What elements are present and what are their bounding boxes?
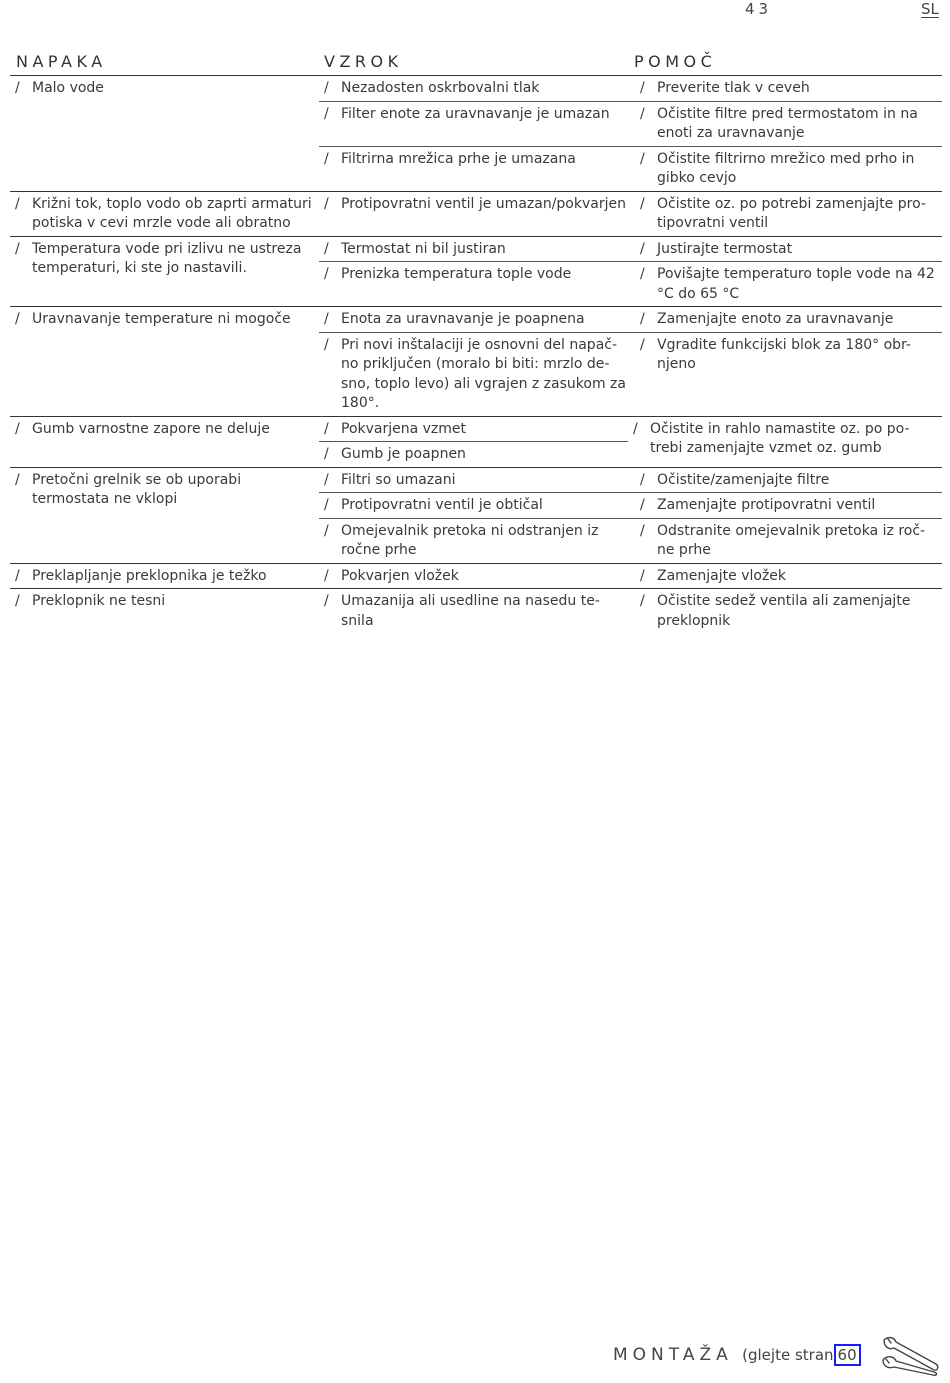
- troubleshooting-table: [10, 51, 942, 633]
- cause-cell: / Filtrirna mrežica prhe je umazana: [319, 147, 635, 191]
- remedy-cell: / Očistite filtrirno mrežico med prho in gibko cevjo: [635, 147, 942, 191]
- cause-cell: / Umazanija ali usedline na nasedu te-snila: [319, 589, 635, 633]
- remedy-cell: / Zamenjajte vložek: [635, 564, 942, 589]
- cause-cell: / Protipovratni ventil je umazan/pokvarjen: [319, 192, 635, 236]
- cause-cell: / Enota za uravnavanje je poapnena: [319, 307, 635, 332]
- fault-cell: / Malo vode: [10, 76, 319, 101]
- remedy-cell: / Zamenjajte enoto za uravnavanje: [635, 307, 942, 332]
- table-row: [10, 468, 942, 564]
- tools-icon: [880, 1334, 940, 1376]
- cause-cell: / Omejevalnik pretoka ni odstranjen iz ročne prhe: [319, 519, 635, 563]
- cause-cell: / Pokvarjen vložek: [319, 564, 635, 589]
- fault-cell: / Temperatura vode pri izlivu ne ustreza temperaturi, ki ste jo nastavili.: [10, 237, 319, 281]
- cause-cell: / Nezadosten oskrbovalni tlak: [319, 76, 635, 101]
- page-reference-link[interactable]: 60: [834, 1344, 861, 1366]
- cause-cell: / Prenizka temperatura tople vode: [319, 262, 635, 306]
- cause-cell: / Termostat ni bil justiran: [319, 237, 635, 262]
- remedy-cell: / Justirajte termostat: [635, 237, 942, 262]
- language-code: SL: [921, 0, 939, 18]
- cause-cell: / Gumb je poapnen: [319, 442, 638, 467]
- fault-cell: / Preklapljanje preklopnika je težko: [10, 564, 319, 589]
- table-row: [10, 192, 942, 237]
- fault-cell: / Uravnavanje temperature ni mogoče: [10, 307, 319, 332]
- fault-cell: / Pretočni grelnik se ob uporabi termostata ne vklopi: [10, 468, 319, 512]
- remedy-cell: / Očistite sedež ventila ali zamenjajte preklopnik: [635, 589, 942, 633]
- remedy-cell: / Očistite oz. po potrebi zamenjajte pro-tipovratni ventil: [635, 192, 942, 236]
- cause-cell: / Protipovratni ventil je obtičal: [319, 493, 635, 518]
- remedy-cell: / Očistite in rahlo namastite oz. po po-trebi zamenjajte vzmet oz. gumb: [628, 417, 938, 467]
- fault-cell: / Križni tok, toplo vodo ob zaprti armaturi potiska v cevi mrzle vode ali obratno: [10, 192, 319, 236]
- column-header-remedy: POMOČ: [634, 52, 717, 71]
- column-header-cause: VZROK: [324, 52, 403, 71]
- table-header: [10, 51, 942, 76]
- cause-cell: / Filtri so umazani: [319, 468, 635, 493]
- fault-cell: / Gumb varnostne zapore ne deluje: [10, 417, 319, 442]
- column-header-fault: NAPAKA: [16, 52, 107, 71]
- remedy-cell: / Preverite tlak v ceveh: [635, 76, 942, 101]
- table-row: [10, 564, 942, 590]
- table-row: [10, 589, 942, 633]
- cause-cell: / Pokvarjena vzmet: [319, 417, 638, 442]
- remedy-cell: / Očistite/zamenjajte filtre: [635, 468, 942, 493]
- table-row: [10, 417, 942, 468]
- footer-label: MONTAŽA: [613, 1345, 733, 1365]
- fault-cell: / Preklopnik ne tesni: [10, 589, 319, 614]
- footer-reference: [613, 1344, 861, 1366]
- remedy-cell: / Povišajte temperaturo tople vode na 42 °C do 65 °C: [635, 262, 942, 306]
- remedy-cell: / Očistite filtre pred termostatom in na enoti za uravnavanje: [635, 102, 942, 146]
- remedy-cell: / Zamenjajte protipovratni ventil: [635, 493, 942, 518]
- page-number: 43: [745, 0, 773, 18]
- cause-cell: / Filter enote za uravnavanje je umazan: [319, 102, 635, 146]
- table-row: [10, 307, 942, 417]
- table-row: [10, 237, 942, 308]
- remedy-cell: / Odstranite omejevalnik pretoka iz roč-ne prhe: [635, 519, 942, 563]
- cause-cell: / Pri novi inštalaciji je osnovni del napač-no priključen (moralo bi biti: mrzlo de-sno, toplo levo) ali vgrajen z zasukom za 180°.: [319, 333, 635, 416]
- footer-see-text: (glejte stran: [742, 1346, 834, 1364]
- table-row: [10, 76, 942, 192]
- remedy-cell: / Vgradite funkcijski blok za 180° obr-njeno: [635, 333, 942, 416]
